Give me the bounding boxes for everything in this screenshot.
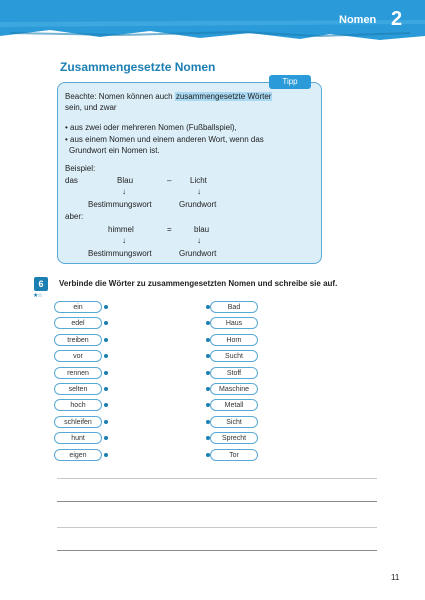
example-1-left: Blau xyxy=(117,176,134,185)
right-word-9[interactable]: Tor xyxy=(210,449,258,461)
example-1-right: Licht xyxy=(190,176,207,185)
example-2-left: himmel xyxy=(108,225,134,234)
right-connector-dot-2[interactable] xyxy=(206,338,210,342)
right-word-7[interactable]: Sicht xyxy=(210,416,258,428)
answer-line-1[interactable] xyxy=(57,478,377,479)
example-1-operator: – xyxy=(167,176,172,185)
tipp-bullet-1: • aus zwei oder mehreren Nomen (Fußballspiel), xyxy=(65,123,237,132)
right-connector-dot-0[interactable] xyxy=(206,305,210,309)
left-word-3[interactable]: vor xyxy=(54,350,102,362)
right-connector-dot-3[interactable] xyxy=(206,354,210,358)
left-word-0[interactable]: ein xyxy=(54,301,102,313)
page-number: 11 xyxy=(391,573,400,582)
tipp-tab: Tipp xyxy=(269,75,311,89)
example-1-right-label: Grundwort xyxy=(179,200,217,209)
tipp-highlight: zusammengesetzte Wörter xyxy=(175,92,272,101)
left-word-2[interactable]: treiben xyxy=(54,334,102,346)
task-instruction: Verbinde die Wörter zu zusammengesetzten Nomen und schreibe sie auf. xyxy=(59,279,338,288)
task-number-badge: 6 xyxy=(34,277,48,291)
left-connector-dot-6[interactable] xyxy=(104,403,108,407)
section-title: Zusammengesetzte Nomen xyxy=(60,60,216,74)
left-connector-dot-7[interactable] xyxy=(104,420,108,424)
left-connector-dot-8[interactable] xyxy=(104,436,108,440)
left-word-9[interactable]: eigen xyxy=(54,449,102,461)
chapter-number: 2 xyxy=(391,8,403,30)
right-connector-dot-5[interactable] xyxy=(206,387,210,391)
example-1-arrow-left: ↓ xyxy=(122,187,126,196)
tipp-bullet-2b: Grundwort ein Nomen ist. xyxy=(69,146,160,155)
right-word-8[interactable]: Sprecht xyxy=(210,432,258,444)
left-word-1[interactable]: edel xyxy=(54,317,102,329)
right-connector-dot-7[interactable] xyxy=(206,420,210,424)
example-label: Beispiel: xyxy=(65,164,96,173)
left-connector-dot-0[interactable] xyxy=(104,305,108,309)
left-word-5[interactable]: selten xyxy=(54,383,102,395)
aber-label: aber: xyxy=(65,212,84,221)
left-connector-dot-3[interactable] xyxy=(104,354,108,358)
right-word-5[interactable]: Maschine xyxy=(210,383,258,395)
left-connector-dot-2[interactable] xyxy=(104,338,108,342)
example-2-operator: = xyxy=(167,225,172,234)
example-2-arrow-left: ↓ xyxy=(122,236,126,245)
chapter-title: Nomen xyxy=(339,14,377,26)
tipp-intro-before: Beachte: Nomen können auch xyxy=(65,92,175,101)
answer-line-3[interactable] xyxy=(57,527,377,528)
tipp-intro-after: sein, und zwar xyxy=(65,103,117,112)
tipp-bullet-2a: • aus einem Nomen und einem anderen Wort, wenn das xyxy=(65,135,264,144)
answer-line-2[interactable] xyxy=(57,501,377,502)
right-connector-dot-8[interactable] xyxy=(206,436,210,440)
example-2-right: blau xyxy=(194,225,210,234)
left-connector-dot-1[interactable] xyxy=(104,321,108,325)
left-connector-dot-9[interactable] xyxy=(104,453,108,457)
left-word-8[interactable]: hunt xyxy=(54,432,102,444)
right-connector-dot-9[interactable] xyxy=(206,453,210,457)
right-word-6[interactable]: Metall xyxy=(210,399,258,411)
example-2-right-label: Grundwort xyxy=(179,249,217,258)
example-1-lead: das xyxy=(65,176,78,185)
example-2-arrow-right: ↓ xyxy=(197,236,201,245)
left-word-6[interactable]: hoch xyxy=(54,399,102,411)
right-word-1[interactable]: Haus xyxy=(210,317,258,329)
example-2-left-label: Bestimmungswort xyxy=(88,249,152,258)
right-word-4[interactable]: Stoff xyxy=(210,367,258,379)
right-connector-dot-6[interactable] xyxy=(206,403,210,407)
example-1-left-label: Bestimmungswort xyxy=(88,200,152,209)
difficulty-stars-icon: ★☆ xyxy=(33,293,42,299)
left-word-7[interactable]: schleifen xyxy=(54,416,102,428)
left-word-4[interactable]: rennen xyxy=(54,367,102,379)
right-word-2[interactable]: Horn xyxy=(210,334,258,346)
example-1-arrow-right: ↓ xyxy=(197,187,201,196)
right-connector-dot-1[interactable] xyxy=(206,321,210,325)
right-connector-dot-4[interactable] xyxy=(206,371,210,375)
left-connector-dot-5[interactable] xyxy=(104,387,108,391)
right-word-3[interactable]: Sucht xyxy=(210,350,258,362)
tipp-intro xyxy=(65,91,315,113)
left-connector-dot-4[interactable] xyxy=(104,371,108,375)
answer-line-4[interactable] xyxy=(57,550,377,551)
right-word-0[interactable]: Bad xyxy=(210,301,258,313)
